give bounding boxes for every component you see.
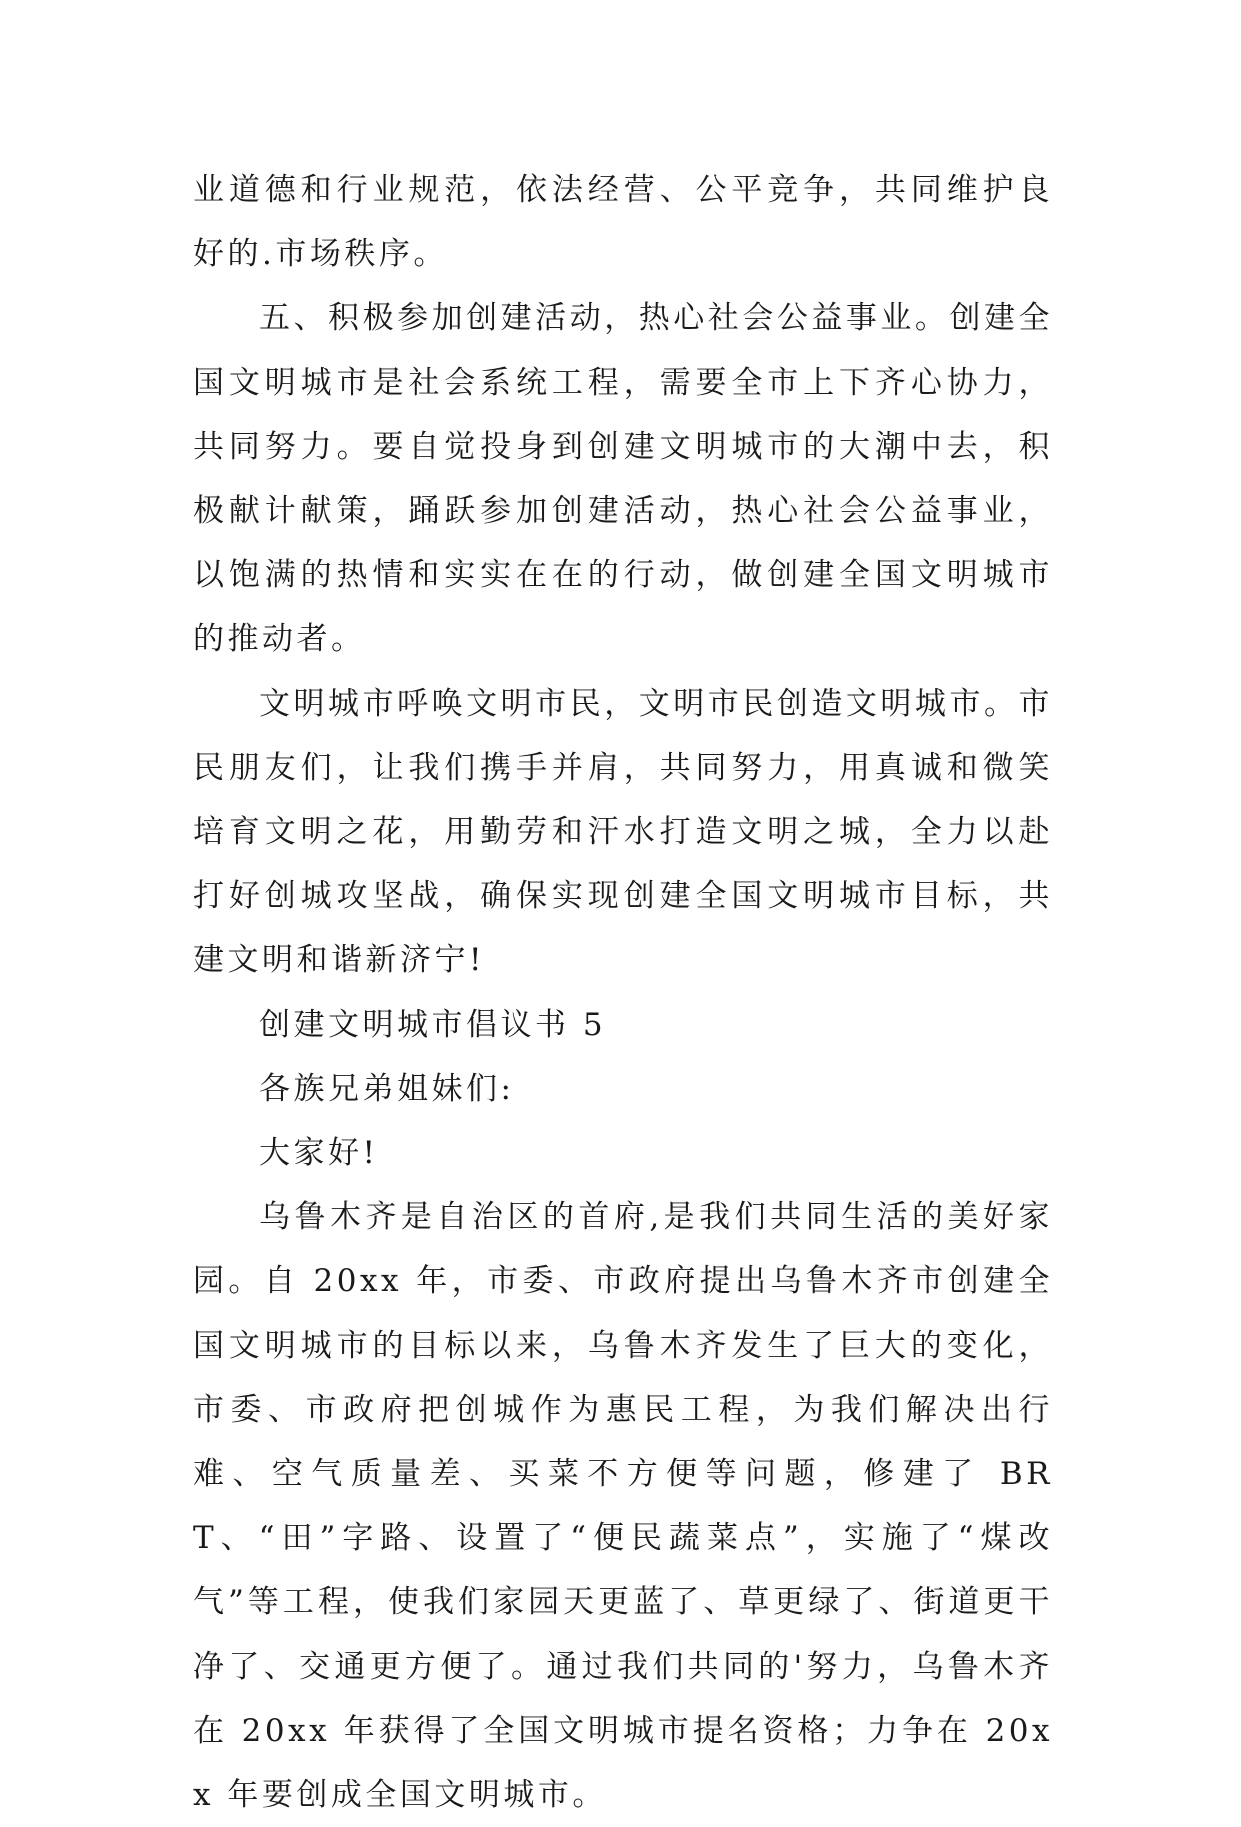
document-body — [193, 158, 1053, 1827]
salutation: 各族兄弟姐妹们: — [259, 1070, 515, 1107]
paragraph-item-five: 五、积极参加创建活动，热心社会公益事业。创建全国文明城市是社会系统工程，需要全市上下齐心协力，共同努力。要自觉投身到创建文明城市的大潮中去，积极献计献策，踊跃参加创建活动，热心社会公益事业，以饱满的热情和实实在在的行动，做创建全国文明城市的推动者。 — [193, 300, 1053, 658]
paragraph-closing-appeal: 文明城市呼唤文明市民，文明市民创造文明城市。市民朋友们，让我们携手并肩，共同努力，用真诚和微笑培育文明之花，用勤劳和汗水打造文明之城，全力以赴打好创城攻坚战，确保实现创建全国文明城市目标，共建文明和谐新济宁! — [193, 685, 1053, 979]
section-heading: 创建文明城市倡议书 5 — [259, 1006, 607, 1043]
paragraph-continuation: 业道德和行业规范，依法经营、公平竞争，共同维护良好的.市场秩序。 — [193, 172, 1053, 273]
paragraph-urumqi-intro: 乌鲁木齐是自治区的首府,是我们共同生活的美好家园。自 20xx 年，市委、市政府提出乌鲁木齐市创建全国文明城市的目标以来，乌鲁木齐发生了巨大的变化，市委、市政府把创城作为惠民工程，为我们解决出行难、空气质量差、买菜不方便等问题，修建了 BRT、“田”字路、设置了“便民蔬菜点”，实施了“煤改气”等工程，使我们家园天更蓝了、草更绿了、街道更干净了、交通更方便了。通过我们共同的'努力，乌鲁木齐在 20xx 年获得了全国文明城市提名资格；力争在 20xx 年要创成全国文明城市。 — [193, 1199, 1053, 1814]
greeting: 大家好! — [259, 1135, 379, 1172]
